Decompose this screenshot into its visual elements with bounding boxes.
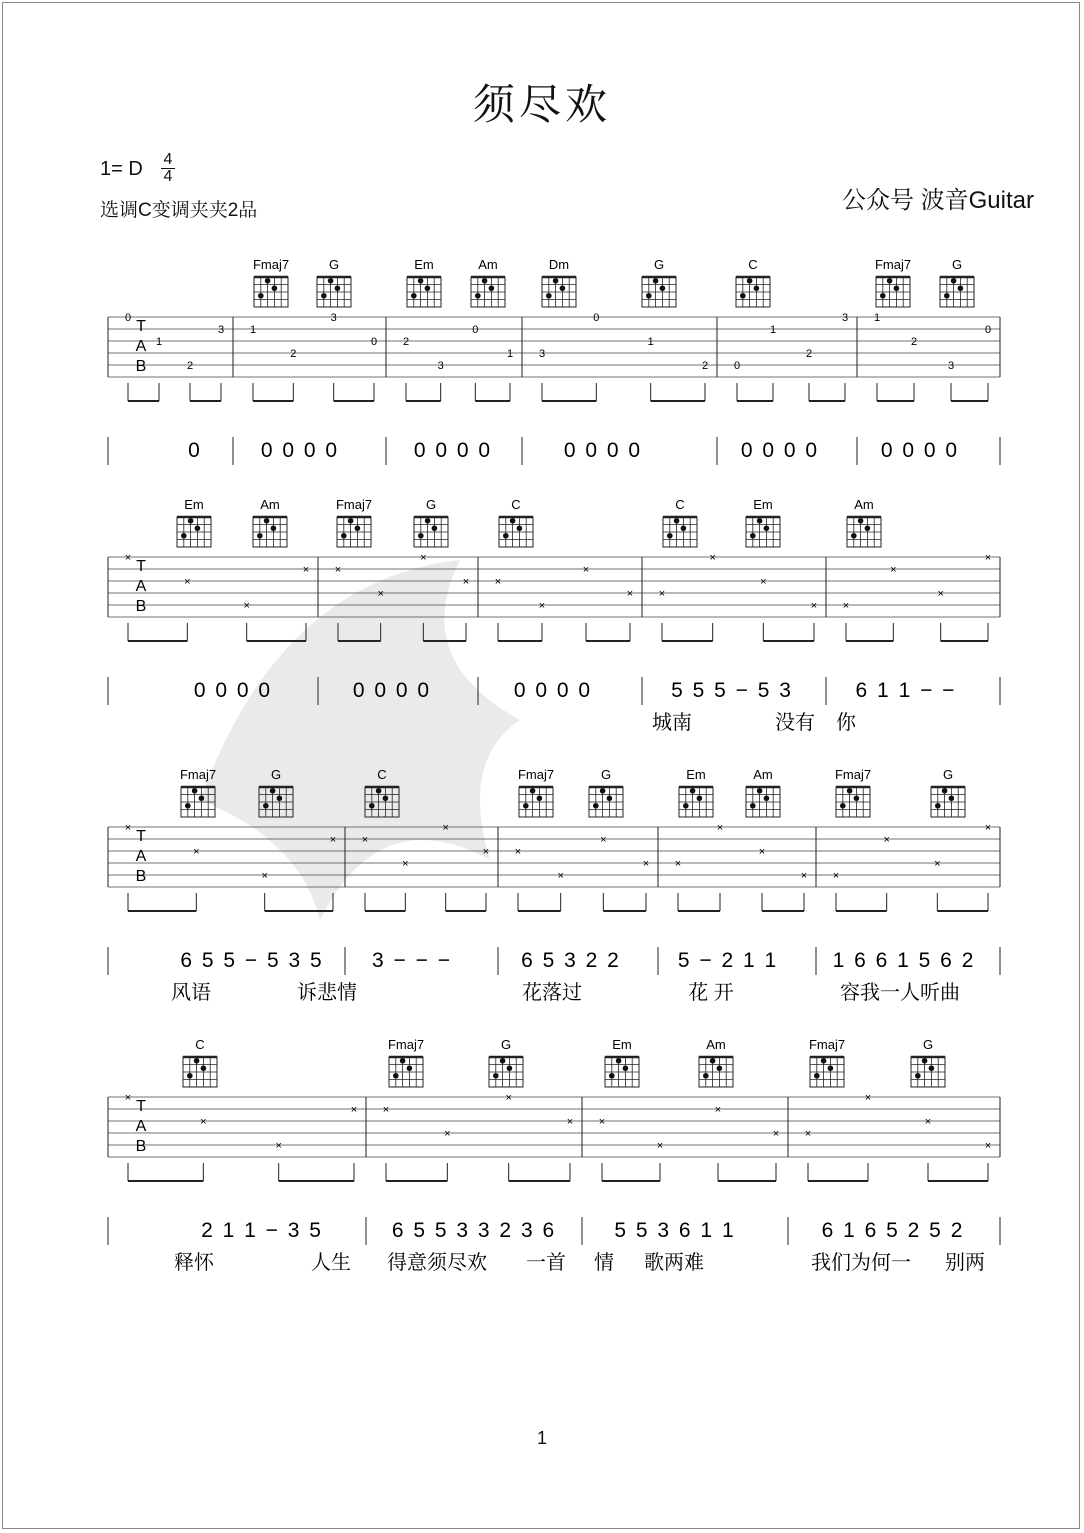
chord-name: Em	[612, 1037, 632, 1052]
tab-mark: ×	[984, 1140, 992, 1152]
chord-diagram	[407, 257, 441, 307]
chord-name: Fmaj7	[387, 1037, 425, 1052]
chord-name: G	[270, 767, 282, 782]
chord-name: Fmaj7	[808, 1037, 846, 1052]
chord-diagram	[940, 257, 974, 307]
tab-mark: ×	[772, 1128, 780, 1140]
tab-mark: 3	[330, 312, 337, 324]
tab-mark: 3	[217, 324, 225, 336]
tab-mark: ×	[482, 846, 490, 858]
jianpu-notes: 0 0 0 0	[740, 439, 820, 462]
tab-mark: 3	[841, 312, 849, 324]
tab-mark: ×	[124, 552, 132, 564]
chord-name: Am	[753, 767, 773, 782]
tab-system	[108, 257, 1000, 465]
chord-diagram	[746, 497, 780, 547]
tab-mark: 2	[290, 348, 297, 360]
tab-mark: 0	[124, 312, 132, 324]
chord-diagram	[317, 257, 351, 307]
chord-name: Am	[854, 497, 874, 512]
tab-mark: ×	[864, 1092, 872, 1104]
jianpu-notes: 0 0 0 0	[352, 679, 432, 702]
chord-name: G	[425, 497, 437, 512]
tab-mark: ×	[810, 600, 818, 612]
capo-note: 选调C变调夹夹2品	[100, 200, 258, 221]
tab-mark: ×	[334, 564, 342, 576]
tab-clef-letter: B	[135, 358, 147, 375]
chord-diagram	[180, 767, 216, 817]
tab-mark: ×	[124, 1092, 132, 1104]
credit-text: 公众号 波音Guitar	[841, 187, 1034, 214]
chord-diagram	[253, 497, 287, 547]
chord-name: Dm	[548, 257, 570, 272]
chord-diagram	[663, 497, 697, 547]
tab-clef-letter: T	[136, 828, 146, 845]
jianpu-notes: 5 − 2 1 1	[677, 949, 779, 972]
tab-mark: ×	[566, 1116, 574, 1128]
tab-mark: ×	[382, 1104, 390, 1116]
chord-diagram	[605, 1037, 639, 1087]
tab-mark: 2	[805, 348, 813, 360]
chord-name: G	[951, 257, 963, 272]
chord-name: Fmaj7	[335, 497, 373, 512]
tab-clef-letter: T	[136, 1098, 146, 1115]
tab-mark: ×	[557, 870, 564, 882]
chord-name: Am	[478, 257, 498, 272]
tab-mark: ×	[883, 834, 890, 846]
tab-clef-letter: A	[135, 1118, 147, 1135]
tab-mark: ×	[758, 846, 766, 858]
tab-mark: 0	[984, 324, 992, 336]
tab-mark: ×	[200, 1116, 207, 1128]
tab-mark: ×	[934, 858, 941, 870]
tab-mark: ×	[804, 1128, 812, 1140]
tab-mark: ×	[124, 822, 132, 834]
chord-diagram	[542, 257, 576, 307]
tab-mark: ×	[462, 576, 470, 588]
tab-mark: 1	[249, 324, 257, 336]
jianpu-notes: 5 5 5 − 5 3	[671, 679, 793, 702]
tab-mark: ×	[329, 834, 337, 846]
jianpu-notes: 0 0 0 0	[563, 439, 643, 462]
chord-diagram	[875, 257, 911, 307]
lyric: 花落过	[522, 982, 582, 1004]
chord-name: Am	[706, 1037, 726, 1052]
chord-diagram	[253, 257, 289, 307]
jianpu-notes: 6 5 5 3 3 2 3 6	[391, 1219, 557, 1242]
chord-name: Fmaj7	[874, 257, 912, 272]
jianpu-notes: 0 0 0 0	[260, 439, 340, 462]
lyric: 得意须尽欢	[387, 1252, 487, 1274]
tab-mark: ×	[261, 870, 268, 882]
tab-mark: ×	[984, 822, 992, 834]
chord-diagram	[489, 1037, 523, 1087]
chord-diagram	[679, 767, 713, 817]
chord-diagram	[736, 257, 770, 307]
tab-mark: ×	[658, 588, 666, 600]
tab-mark: 0	[733, 360, 741, 372]
tab-mark: 2	[701, 360, 709, 372]
chord-name: Em	[184, 497, 204, 512]
chord-name: Em	[753, 497, 773, 512]
tab-mark: ×	[350, 1104, 358, 1116]
song-title: 须尽欢	[472, 80, 611, 129]
tab-mark: 0	[472, 324, 479, 336]
tab-mark: ×	[514, 846, 522, 858]
tab-mark: 1	[647, 336, 654, 348]
tab-mark: 0	[593, 312, 600, 324]
chord-diagram	[259, 767, 293, 817]
tab-mark: ×	[582, 564, 590, 576]
chord-name: G	[328, 257, 340, 272]
tab-mark: ×	[598, 1116, 606, 1128]
tab-mark: ×	[937, 588, 944, 600]
chord-diagram	[809, 1037, 845, 1087]
lyric: 人生	[311, 1252, 351, 1274]
jianpu-notes: 6 5 5 − 5 3 5	[180, 949, 324, 972]
jianpu-notes: 6 1 6 5 2 5 2	[821, 1219, 965, 1242]
tab-mark: ×	[600, 834, 607, 846]
chord-name: G	[922, 1037, 934, 1052]
tab-mark: ×	[243, 600, 250, 612]
chord-name: Fmaj7	[179, 767, 217, 782]
tab-clef-letter: A	[135, 338, 147, 355]
tab-mark: ×	[361, 834, 369, 846]
tab-mark: ×	[674, 858, 682, 870]
tab-mark: 1	[873, 312, 881, 324]
chord-diagram	[177, 497, 211, 547]
tab-mark: ×	[714, 1104, 722, 1116]
jianpu-notes: 0	[188, 439, 202, 462]
tab-mark: ×	[302, 564, 310, 576]
tab-mark: ×	[505, 1092, 512, 1104]
chord-name: C	[195, 1037, 205, 1052]
tab-mark: ×	[626, 588, 634, 600]
tab-system	[108, 767, 1000, 1004]
tab-mark: 1	[155, 336, 163, 348]
tab-mark: ×	[184, 576, 191, 588]
tab-mark: 1	[769, 324, 777, 336]
tab-mark: ×	[420, 552, 427, 564]
chord-diagram	[414, 497, 448, 547]
lyric: 一首	[526, 1252, 566, 1274]
time-sig-top: 4	[163, 151, 173, 168]
tab-mark: ×	[984, 552, 992, 564]
chord-name: G	[600, 767, 612, 782]
time-sig-bottom: 4	[163, 168, 173, 185]
tab-mark: ×	[760, 576, 767, 588]
tab-clef-letter: B	[135, 1138, 147, 1155]
tab-mark: ×	[800, 870, 808, 882]
chord-diagram	[911, 1037, 945, 1087]
tab-mark: ×	[538, 600, 546, 612]
tab-mark: 0	[370, 336, 378, 348]
chord-diagram	[835, 767, 871, 817]
tab-mark: ×	[193, 846, 200, 858]
chord-name: C	[377, 767, 387, 782]
tab-mark: ×	[442, 822, 449, 834]
jianpu-notes: 0 0 0 0	[413, 439, 493, 462]
chord-name: C	[675, 497, 685, 512]
tab-mark: ×	[377, 588, 384, 600]
lyric: 释怀	[174, 1252, 214, 1274]
lyric: 城南	[652, 712, 692, 734]
tab-system	[108, 497, 1000, 734]
tab-mark: 1	[506, 348, 514, 360]
chord-name: Em	[414, 257, 434, 272]
chord-name: Fmaj7	[517, 767, 555, 782]
chord-diagram	[471, 257, 505, 307]
jianpu-notes: 6 1 1 − −	[855, 679, 957, 702]
lyric: 容我一人听曲	[840, 982, 960, 1004]
jianpu-notes: 0 0 0 0	[193, 679, 273, 702]
tab-mark: ×	[402, 858, 409, 870]
tab-system	[108, 1037, 1000, 1274]
lyric: 歌两难	[644, 1252, 704, 1274]
tab-clef-letter: B	[135, 868, 147, 885]
tab-mark: 3	[437, 360, 444, 372]
tab-mark: ×	[642, 858, 650, 870]
jianpu-notes: 1 6 6 1 5 6 2	[832, 949, 976, 972]
jianpu-notes: 5 5 3 6 1 1	[614, 1219, 736, 1242]
chord-diagram	[388, 1037, 424, 1087]
tab-clef-letter: A	[135, 848, 147, 865]
tab-mark: 3	[538, 348, 546, 360]
tab-mark: ×	[924, 1116, 932, 1128]
tab-mark: ×	[656, 1140, 664, 1152]
lyric: 花 开	[688, 982, 734, 1004]
jianpu-notes: 2 1 1 − 3 5	[201, 1219, 323, 1242]
tab-mark: 2	[402, 336, 410, 348]
tab-mark: ×	[842, 600, 850, 612]
chord-diagram	[746, 767, 780, 817]
tab-mark: ×	[444, 1128, 451, 1140]
chord-name: G	[942, 767, 954, 782]
tab-mark: ×	[494, 576, 502, 588]
tab-mark: 3	[947, 360, 955, 372]
key-signature: 1= D	[100, 158, 143, 180]
tab-mark: ×	[275, 1140, 282, 1152]
tab-clef-letter: T	[136, 558, 146, 575]
lyric: 风语	[171, 982, 211, 1004]
tab-mark: 2	[910, 336, 918, 348]
jianpu-notes: 0 0 0 0	[880, 439, 960, 462]
lyric: 诉悲情	[297, 982, 357, 1004]
chord-name: Am	[260, 497, 280, 512]
tab-mark: ×	[709, 552, 716, 564]
tab-mark: ×	[716, 822, 724, 834]
chord-diagram	[589, 767, 623, 817]
chord-name: Fmaj7	[252, 257, 290, 272]
chord-diagram	[336, 497, 372, 547]
lyric: 我们为何一	[811, 1252, 911, 1274]
chord-diagram	[365, 767, 399, 817]
jianpu-notes: 3 − − −	[372, 949, 452, 972]
tab-mark: ×	[890, 564, 897, 576]
lyric: 别两	[945, 1252, 985, 1274]
chord-name: G	[500, 1037, 512, 1052]
tab-clef-letter: A	[135, 578, 147, 595]
chord-name: Fmaj7	[834, 767, 872, 782]
chord-name: C	[748, 257, 758, 272]
chord-diagram	[699, 1037, 733, 1087]
chord-diagram	[847, 497, 881, 547]
jianpu-notes: 6 5 3 2 2	[521, 949, 621, 972]
lyric: 没有	[775, 712, 815, 734]
tab-clef-letter: T	[136, 318, 146, 335]
tab-mark: 2	[186, 360, 194, 372]
chord-diagram	[499, 497, 533, 547]
tab-clef-letter: B	[135, 598, 147, 615]
lyric: 你	[836, 712, 856, 734]
chord-name: C	[511, 497, 521, 512]
chord-name: G	[653, 257, 665, 272]
chord-diagram	[183, 1037, 217, 1087]
jianpu-notes: 0 0 0 0	[513, 679, 593, 702]
lyric: 情	[594, 1252, 614, 1274]
page-number: 1	[536, 1428, 547, 1448]
chord-diagram	[518, 767, 554, 817]
chord-diagram	[931, 767, 965, 817]
chord-diagram	[642, 257, 676, 307]
tab-mark: ×	[832, 870, 840, 882]
chord-name: Em	[686, 767, 706, 782]
